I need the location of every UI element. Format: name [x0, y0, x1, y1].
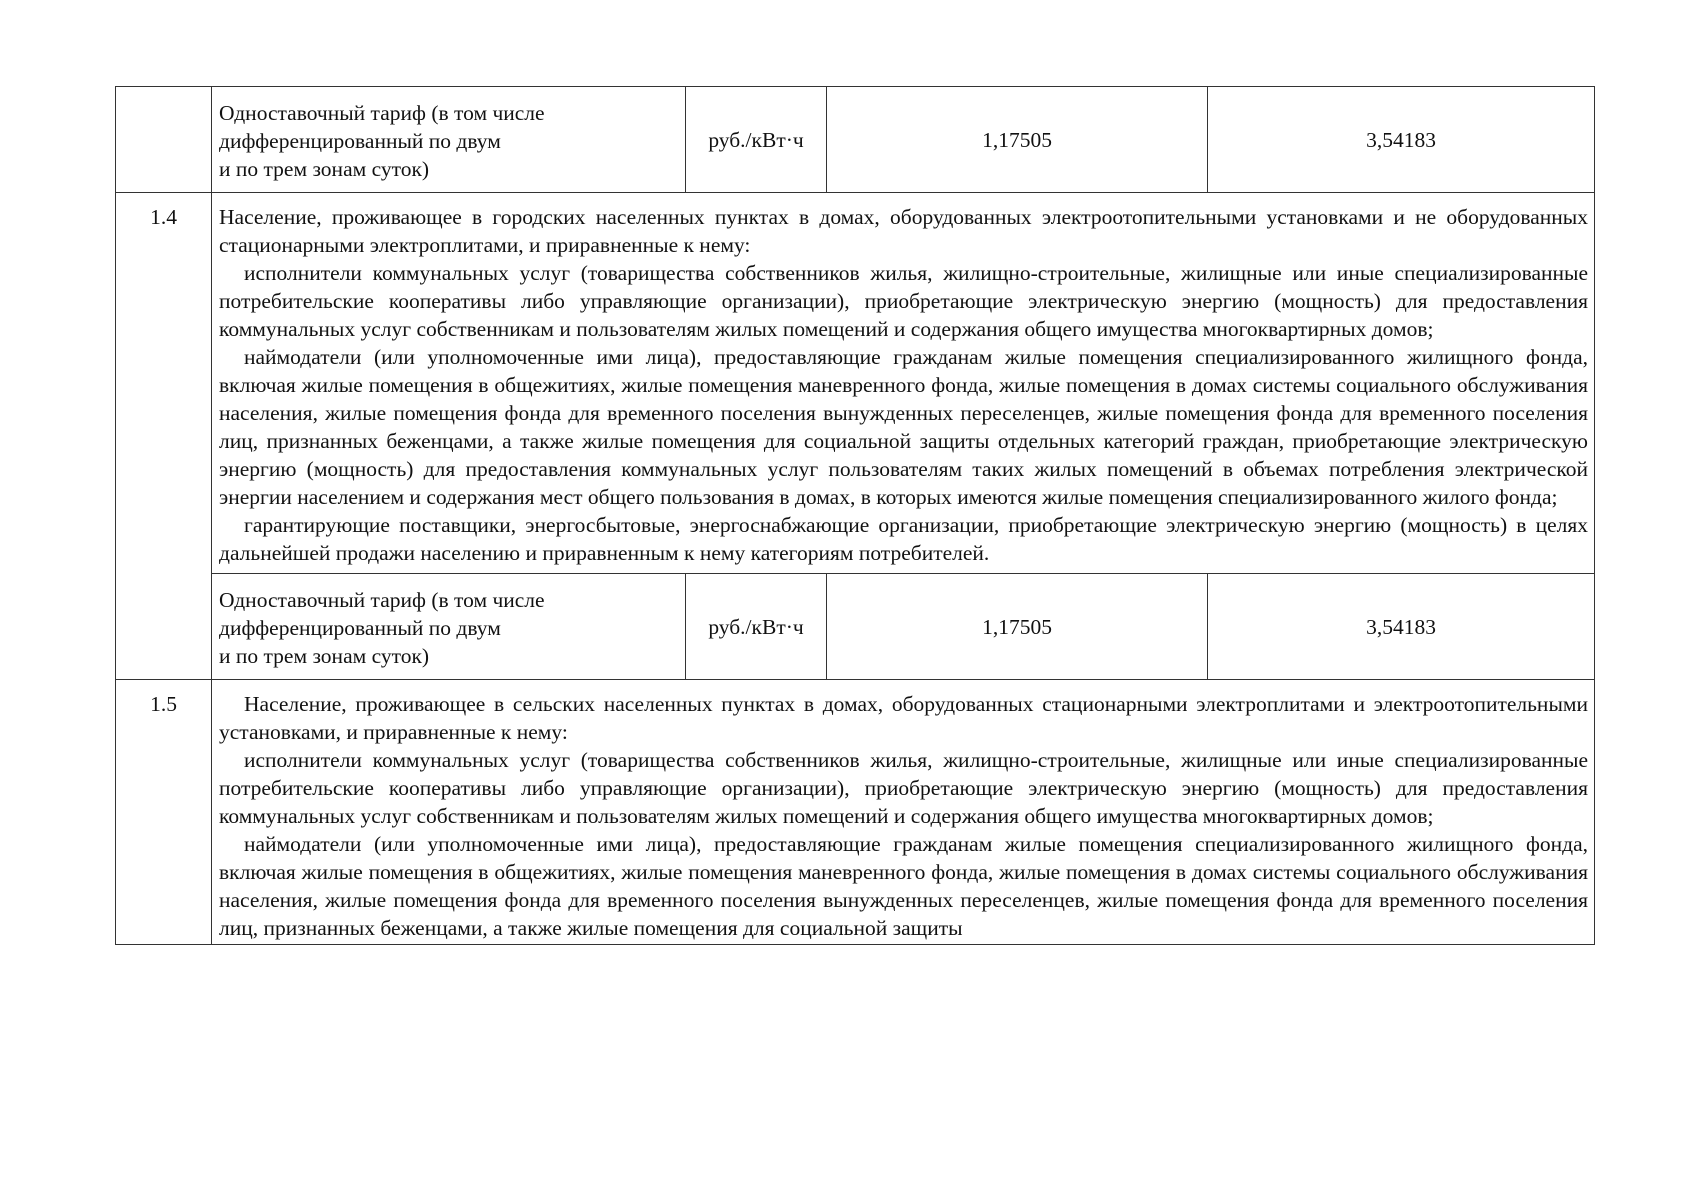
tariff-name-line: дифференцированный по двум [219, 616, 501, 640]
tariff-name-cell [212, 574, 686, 680]
row-number-cell [116, 87, 212, 193]
section-description [212, 193, 1595, 574]
value-cell-2: 3,54183 [1208, 87, 1595, 193]
tariff-name-cell [212, 87, 686, 193]
value-cell-2: 3,54183 [1208, 574, 1595, 680]
tariff-row [116, 574, 1595, 680]
description-paragraph: исполнители коммунальных услуг (товарищества собственников жилья, жилищно-строительные, жилищные или иные специализированные потребительские кооперативы либо управляющие организации), приобретающие электрическую энергию (мощность) для предоставления коммунальных услуг собственникам и пользователям жилых помещений и содержания общего имущества многоквартирных домов; [219, 748, 1588, 828]
value-cell-1: 1,17505 [827, 87, 1208, 193]
tariff-name-line: Одноставочный тариф (в том числе [219, 588, 545, 612]
section-description [212, 680, 1595, 945]
description-paragraph: Население, проживающее в городских населенных пунктах в домах, оборудованных электроотопительными установками и не оборудованных стационарными электроплитами, и приравненные к нему: [219, 205, 1588, 257]
section-row-1-5 [116, 680, 1595, 945]
value-cell-1: 1,17505 [827, 574, 1208, 680]
section-number: 1.5 [116, 680, 212, 945]
description-paragraph: гарантирующие поставщики, энергосбытовые, энергоснабжающие организации, приобретающие электрическую энергию (мощность) в целях дальнейшей продажи населению и приравненным к нему категориям потребителей. [219, 513, 1588, 565]
description-paragraph: наймодатели (или уполномоченные ими лица), предоставляющие гражданам жилые помещения специализированного жилищного фонда, включая жилые помещения в общежитиях, жилые помещения маневренного фонда, жилые помещения в домах системы социального обслуживания населения, жилые помещения фонда для временного поселения вынужденных переселенцев, жилые помещения фонда для временного поселения лиц, признанных беженцами, а также жилые помещения для социальной защиты [219, 832, 1588, 940]
description-paragraph: Население, проживающее в сельских населенных пунктах в домах, оборудованных стационарными электроплитами и электроотопительными установками, и приравненные к нему: [219, 692, 1588, 744]
document-page [115, 86, 1594, 945]
description-paragraph: исполнители коммунальных услуг (товарищества собственников жилья, жилищно-строительные, жилищные или иные специализированные потребительские кооперативы либо управляющие организации), приобретающие электрическую энергию (мощность) для предоставления коммунальных услуг собственникам и пользователям жилых помещений и содержания общего имущества многоквартирных домов; [219, 261, 1588, 341]
tariff-row [116, 87, 1595, 193]
description-paragraph: наймодатели (или уполномоченные ими лица), предоставляющие гражданам жилые помещения специализированного жилищного фонда, включая жилые помещения в общежитиях, жилые помещения маневренного фонда, жилые помещения в домах системы социального обслуживания населения, жилые помещения фонда для временного поселения вынужденных переселенцев, жилые помещения фонда для временного поселения лиц, признанных беженцами, а также жилые помещения для социальной защиты отдельных категорий граждан, приобретающие электрическую энергию (мощность) для предоставления коммунальных услуг пользователям таких жилых помещений в объемах потребления электрической энергии населением и содержания мест общего пользования в домах, в которых имеются жилые помещения специализированного жилого фонда; [219, 345, 1588, 509]
tariff-table [115, 86, 1595, 945]
unit-cell: руб./кВт·ч [686, 87, 827, 193]
tariff-name-line: дифференцированный по двум [219, 129, 501, 153]
description-clip [219, 690, 1588, 942]
tariff-name-line: Одноставочный тариф (в том числе [219, 101, 545, 125]
tariff-name-line: и по трем зонам суток) [219, 644, 430, 668]
tariff-name-line: и по трем зонам суток) [219, 157, 430, 181]
unit-cell: руб./кВт·ч [686, 574, 827, 680]
section-number: 1.4 [116, 193, 212, 680]
section-row-1-4 [116, 193, 1595, 574]
